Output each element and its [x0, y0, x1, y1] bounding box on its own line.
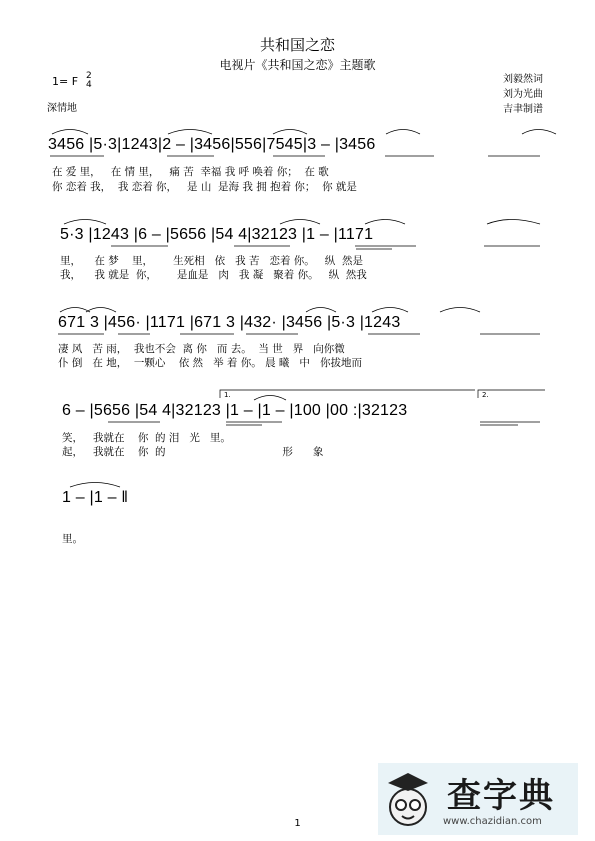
lyric-row-2-verse-2: 我， 我 就是 你， 是血是 肉 我 凝 聚着 你。 纵 然我	[60, 269, 367, 281]
notation-row-4: 6 – |5656 |54 4|32123 |1 – |1 – |100 |00 :|32123	[62, 402, 408, 419]
page-number: 1	[294, 818, 301, 829]
arranger-credit: 吉聿制谱	[503, 104, 543, 115]
watermark-url: www.chazidian.com	[443, 816, 542, 827]
lyric-row-1-verse-2: 你 恋着 我， 我 恋着 你， 是 山 是海 我 拥 抱着 你； 你 就是	[52, 181, 357, 193]
lyricist-credit: 刘毅然词	[503, 74, 543, 85]
beam-underlines	[50, 156, 540, 425]
lyric-row-1-verse-1: 在 爱 里， 在 情 里， 痛 苦 幸福 我 呼 唤着 你； 在 歌	[52, 166, 329, 178]
lyric-row-2-verse-1: 里， 在 梦 里， 生死相 依 我 苦 恋着 你。 纵 然是	[60, 255, 363, 267]
volta-first: 1.	[224, 391, 231, 399]
key-signature: 1= F	[52, 75, 79, 88]
notation-row-3: 671 3 |456· |1171 |671 3 |432· |3456 |5·3 |1243	[58, 314, 401, 331]
watermark-brand: 查字典	[447, 776, 555, 816]
notation-row-2: 5·3 |1243 |6 – |5656 |54 4|32123 |1 – |1171	[60, 226, 374, 243]
lyric-row-5-verse-1: 里。	[62, 533, 83, 545]
song-title: 共和国之恋	[259, 36, 335, 54]
volta-brackets	[220, 390, 545, 398]
tempo-marking: 深情地	[47, 103, 77, 114]
slur-arcs	[52, 130, 556, 488]
meter-top: 2	[86, 71, 92, 81]
meter-bottom: 4	[86, 80, 92, 90]
lyric-row-4-verse-2: 起， 我就在 你 的 形 象	[62, 446, 324, 458]
mascot-icon	[378, 763, 436, 835]
notation-row-1: 3456 |5·3|1243|2 – |3456|556|7545|3 – |3456	[48, 136, 376, 153]
volta-second: 2.	[482, 391, 489, 399]
song-subtitle: 电视片《共和国之恋》主题歌	[219, 58, 376, 72]
composer-credit: 刘为光曲	[503, 89, 543, 100]
lyric-row-3-verse-1: 凄 风 苦 雨， 我也不会 离 你 而 去。 当 世 界 向你微	[58, 343, 345, 355]
lyric-row-3-verse-2: 仆 倒 在 地， 一颗心 依 然 举 着 你。 晨 曦 中 你拔地而	[58, 357, 362, 369]
notation-row-5: 1 – |1 – ‖	[62, 489, 129, 506]
lyric-row-4-verse-1: 笑， 我就在 你 的 泪 光 里。	[62, 432, 231, 444]
